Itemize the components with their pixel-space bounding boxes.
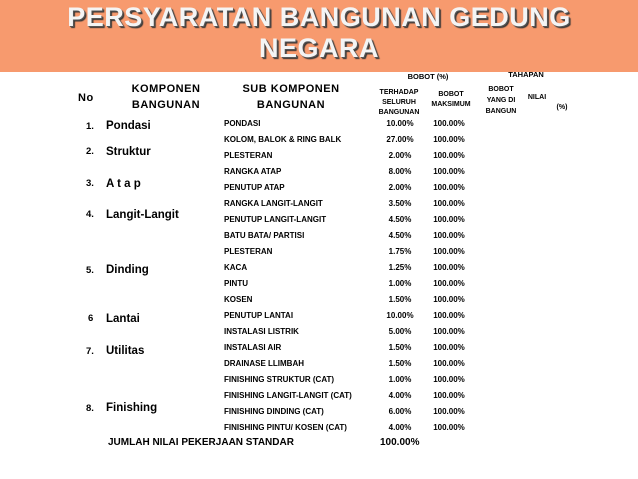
bobot-value: 8.00%: [388, 167, 412, 176]
title-line-2: NEGARA: [258, 33, 379, 63]
bobot-max-value: 100.00%: [433, 167, 465, 176]
bobot-value: 10.00%: [386, 119, 414, 128]
bobot-value: 1.00%: [388, 279, 412, 288]
component-name: Utilitas: [106, 345, 145, 357]
sub-component-label: INSTALASI AIR: [224, 343, 282, 352]
header-bobot-max-1: BOBOT: [438, 91, 464, 98]
component-name: Langit-Langit: [106, 209, 179, 221]
header-persen: (%): [556, 104, 568, 111]
bobot-max-value: 100.00%: [433, 407, 465, 416]
sub-component-label: RANGKA LANGIT-LANGIT: [224, 199, 323, 208]
bobot-value: 1.25%: [388, 263, 412, 272]
header-sub-komponen-2: BANGUNAN: [256, 99, 326, 111]
bobot-value: 1.50%: [388, 295, 412, 304]
sub-component-label: PENUTUP ATAP: [224, 183, 285, 192]
component-no: 2.: [86, 146, 94, 157]
component-name: Finishing: [106, 402, 158, 414]
header-no: No: [78, 92, 94, 104]
bobot-max-value: 100.00%: [433, 135, 465, 144]
component-no: 5.: [86, 265, 94, 276]
sub-component-label: FINISHING STRUKTUR (CAT): [224, 375, 335, 384]
sub-component-label: FINISHING PINTU/ KOSEN (CAT): [224, 423, 347, 432]
bobot-max-value: 100.00%: [433, 311, 465, 320]
page-title: [0, 2, 638, 64]
sub-component-label: FINISHING LANGIT-LANGIT (CAT): [224, 391, 352, 400]
bobot-value: 4.50%: [388, 231, 412, 240]
bobot-value: 1.00%: [388, 375, 412, 384]
bobot-value: 27.00%: [386, 135, 414, 144]
sub-component-label: BATU BATA/ PARTISI: [224, 231, 305, 240]
bobot-max-value: 100.00%: [433, 391, 465, 400]
component-no: 3.: [86, 178, 94, 189]
title-line-1: PERSYARATAN BANGUNAN GEDUNG: [67, 2, 571, 32]
sub-component-label: RANGKA ATAP: [224, 167, 282, 176]
bobot-value: 1.50%: [388, 343, 412, 352]
component-name: Pondasi: [106, 120, 151, 132]
header-nilai: NILAI: [527, 94, 547, 101]
bobot-max-value: 100.00%: [433, 231, 465, 240]
header-tahapan: TAHAPAN: [508, 70, 544, 79]
component-no: 8.: [86, 403, 94, 414]
bobot-max-value: 100.00%: [433, 423, 465, 432]
bobot-max-value: 100.00%: [433, 183, 465, 192]
sub-component-label: FINISHING DINDING (CAT): [224, 407, 324, 416]
sub-component-label: PENUTUP LANGIT-LANGIT: [224, 215, 327, 224]
component-no: 4.: [86, 209, 94, 220]
sub-component-label: KOLOM, BALOK & RING BALK: [224, 135, 342, 144]
total-value: 100.00%: [380, 437, 420, 448]
header-terhadap-1: TERHADAP: [379, 89, 419, 96]
bobot-value: 10.00%: [386, 311, 414, 320]
bobot-max-value: 100.00%: [433, 119, 465, 128]
total-label: JUMLAH NILAI PEKERJAAN STANDAR: [108, 437, 294, 448]
bobot-max-value: 100.00%: [433, 359, 465, 368]
header-bobot: BOBOT (%): [407, 72, 449, 81]
bobot-max-value: 100.00%: [433, 343, 465, 352]
component-no: 6: [88, 313, 94, 324]
bobot-max-value: 100.00%: [433, 327, 465, 336]
component-no: 1.: [86, 121, 94, 132]
component-name: A t a p: [106, 178, 141, 190]
bobot-value: 4.00%: [388, 391, 412, 400]
header-bobot-di-3: BANGUN: [485, 108, 517, 115]
header-sub-komponen-1: SUB KOMPONEN: [242, 83, 340, 95]
bobot-value: 3.50%: [388, 199, 412, 208]
bobot-max-value: 100.00%: [433, 151, 465, 160]
bobot-max-value: 100.00%: [433, 199, 465, 208]
header-terhadap-3: BANGUNAN: [378, 109, 420, 116]
bobot-value: 4.00%: [388, 423, 412, 432]
bobot-value: 2.00%: [388, 151, 412, 160]
sub-component-label: PONDASI: [224, 119, 261, 128]
component-no: 7.: [86, 346, 94, 357]
bobot-value: 1.50%: [388, 359, 412, 368]
sub-component-label: PENUTUP LANTAI: [224, 311, 294, 320]
header-komponen-1: KOMPONEN: [131, 83, 201, 95]
bobot-value: 6.00%: [388, 407, 412, 416]
sub-component-label: PLESTERAN: [224, 247, 273, 256]
sub-component-label: PLESTERAN: [224, 151, 273, 160]
bobot-max-value: 100.00%: [433, 279, 465, 288]
bobot-value: 5.00%: [388, 327, 412, 336]
sub-component-label: INSTALASI LISTRIK: [224, 327, 299, 336]
component-name: Struktur: [106, 146, 151, 158]
sub-component-label: PINTU: [224, 279, 248, 288]
bobot-max-value: 100.00%: [433, 295, 465, 304]
header-bobot-max-2: MAKSIMUM: [431, 101, 471, 108]
sub-component-label: KOSEN: [224, 295, 253, 304]
bobot-max-value: 100.00%: [433, 375, 465, 384]
header-bobot-di-1: BOBOT: [488, 86, 514, 93]
bobot-max-value: 100.00%: [433, 247, 465, 256]
component-name: Lantai: [106, 313, 140, 325]
bobot-value: 4.50%: [388, 215, 412, 224]
bobot-value: 2.00%: [388, 183, 412, 192]
header-bobot-di-2: YANG DI: [486, 97, 516, 104]
header-terhadap-2: SELURUH: [382, 99, 416, 106]
sub-component-label: DRAINASE LLIMBAH: [224, 359, 304, 368]
sub-component-label: KACA: [224, 263, 248, 272]
component-name: Dinding: [106, 264, 149, 276]
bobot-max-value: 100.00%: [433, 263, 465, 272]
bobot-max-value: 100.00%: [433, 215, 465, 224]
header-komponen-2: BANGUNAN: [131, 99, 201, 111]
bobot-value: 1.75%: [388, 247, 412, 256]
